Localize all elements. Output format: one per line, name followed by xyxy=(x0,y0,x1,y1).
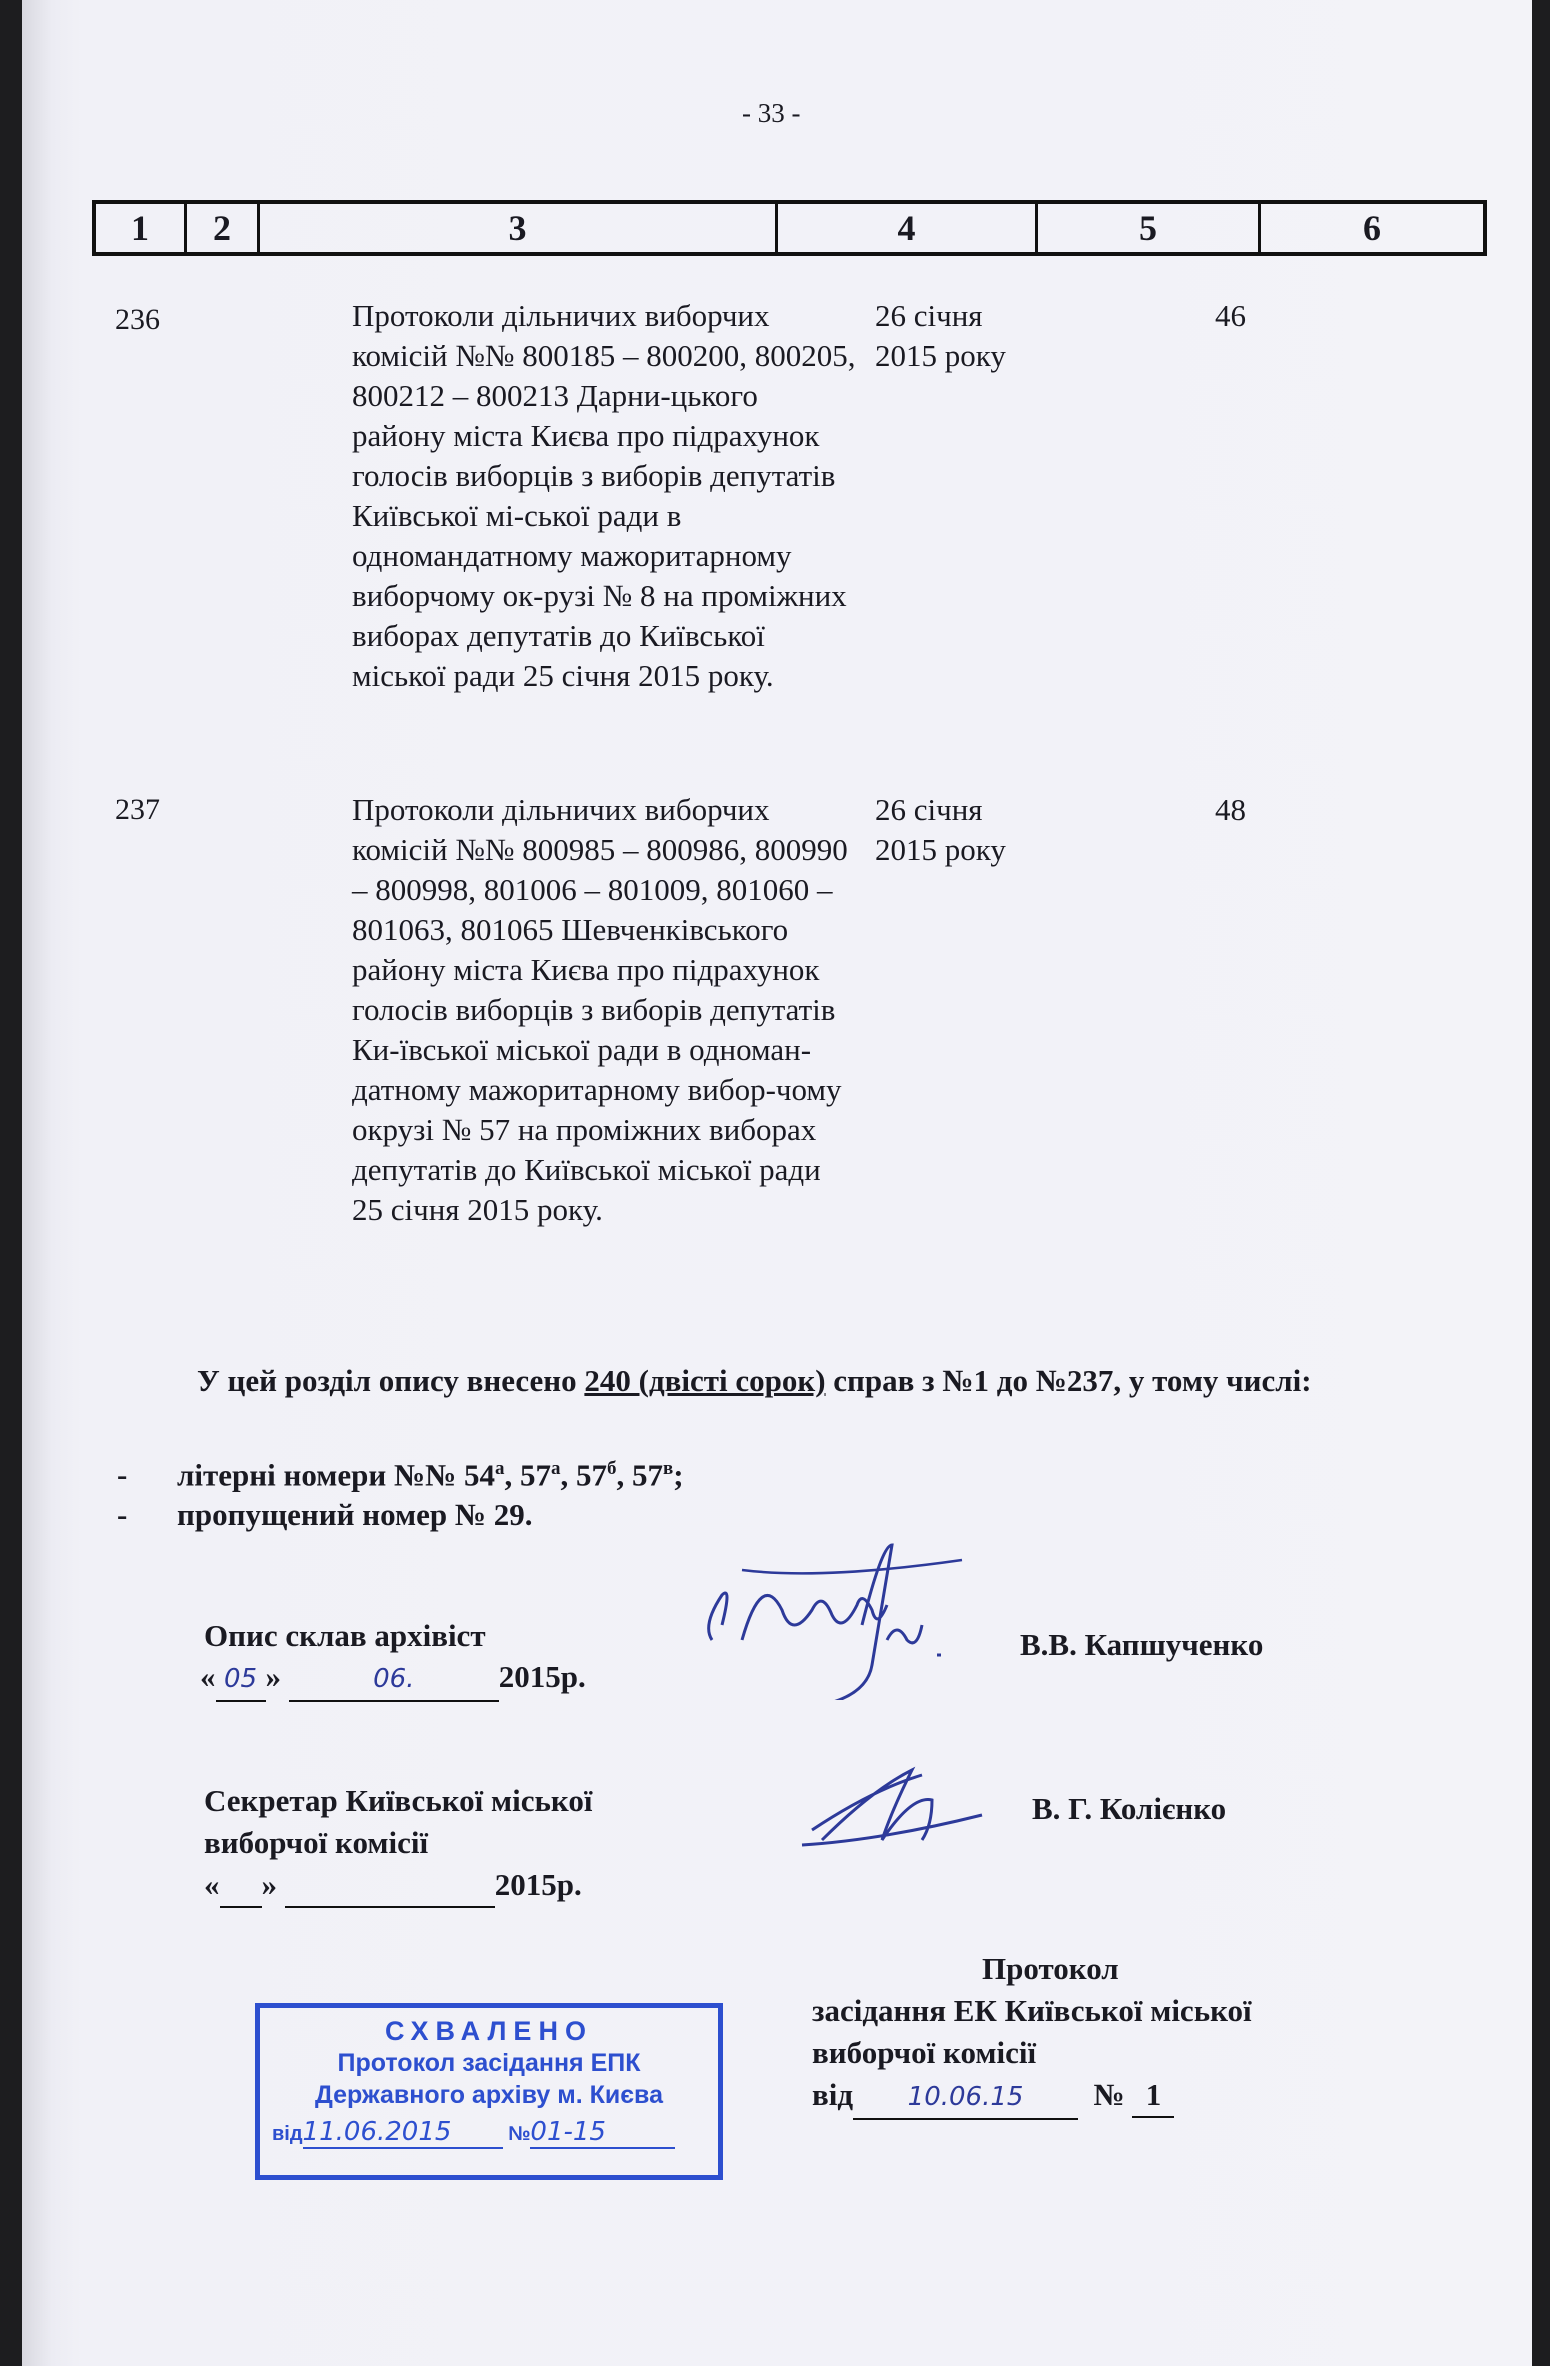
document-page xyxy=(22,0,1532,2366)
literal-numbers-item: - літерні номери №№ $54^а$, $57^а$, $57^б$, $57^в$; xyxy=(117,1448,684,1496)
compiler-date: « 05 » 06. 2015р. xyxy=(200,1656,586,1702)
column-header-4: 4 xyxy=(777,202,1037,254)
column-header-6: 6 xyxy=(1260,202,1486,254)
secretary-title-line2: виборчої комісії xyxy=(204,1825,429,1860)
compiler-title: Опис склав архівіст xyxy=(204,1618,486,1653)
approval-stamp xyxy=(255,2003,723,2180)
entry-date xyxy=(875,296,1006,376)
bullet-dash: - xyxy=(117,1497,128,1532)
entry-date xyxy=(875,790,1006,870)
stamp-title: СХВАЛЕНО xyxy=(385,2016,593,2046)
summary-suffix: справ з №1 до №237, у тому числі: xyxy=(833,1363,1312,1398)
stamp-date-row xyxy=(260,2117,718,2149)
secretary-block xyxy=(204,1780,592,1908)
compiler-month: 06. xyxy=(289,1658,499,1702)
column-header-2: 2 xyxy=(186,202,259,254)
protocol-line3: виборчої комісії xyxy=(812,2035,1037,2070)
missing-number-item xyxy=(117,1494,533,1536)
protocol-number-label: № xyxy=(1093,2077,1125,2112)
protocol-number: 1 xyxy=(1132,2074,1174,2118)
stamp-from-label: від xyxy=(272,2123,303,2145)
entry-date-year: 2015 року xyxy=(875,832,1006,867)
stamp-line2: Протокол засідання ЕПК xyxy=(337,2049,641,2077)
stamp-number: 01-15 xyxy=(530,2117,675,2149)
literal-sup: а xyxy=(551,1458,561,1479)
literal-sup: б xyxy=(607,1458,617,1479)
summary-count: 240 (двісті сорок) xyxy=(584,1363,826,1398)
secretary-title-line1: Секретар Київської міської xyxy=(204,1783,593,1818)
compiler-block xyxy=(204,1615,486,1657)
protocol-from-label: від xyxy=(812,2077,854,2112)
column-header-1: 1 xyxy=(94,202,186,254)
missing-number-text: пропущений номер № 29. xyxy=(177,1497,533,1532)
literal-sup: в xyxy=(663,1458,674,1479)
stamp-line3: Державного архіву м. Києва xyxy=(315,2081,663,2109)
secretary-year: 2015р. xyxy=(494,1867,582,1902)
protocol-date: 10.06.15 xyxy=(853,2076,1078,2120)
protocol-block xyxy=(812,1990,1252,2120)
literal-number: 57 xyxy=(576,1457,608,1493)
literal-number: 57 xyxy=(632,1457,664,1493)
entry-sheets: 46 xyxy=(1215,298,1246,333)
entry-date-day: 26 січня xyxy=(875,792,983,827)
protocol-date-row xyxy=(812,2074,1252,2120)
secretary-name: В. Г. Колієнко xyxy=(1032,1791,1227,1826)
literal-label: літерні номери №№ 54 xyxy=(177,1457,496,1493)
entry-number: 237 xyxy=(115,793,160,826)
bullet-dash: - xyxy=(117,1457,128,1493)
literal-sup: а xyxy=(495,1458,505,1479)
compiler-name: В.В. Капшученко xyxy=(1020,1627,1264,1662)
stamp-number-label: № xyxy=(508,2123,531,2145)
compiler-year: 2015р. xyxy=(498,1659,586,1694)
column-header-5: 5 xyxy=(1037,202,1260,254)
compiler-signature xyxy=(682,1530,982,1700)
entry-description: Протоколи дільничих виборчих комісій №№ 800985 – 800986, 800990 – 800998, 801006 – 801009, 801060 – 801063, 801065 Шевченківського району міста Києва про підрахунок голосів виборців з виборів депутатів Ки-ївської міської ради в одноман-датному мажоритарному вибор-чому окрузі № 57 на проміжних виборах депутатів до Київської міської ради 25 січня 2015 року. xyxy=(352,792,848,1227)
entry-sheets: 48 xyxy=(1215,792,1246,827)
stamp-date: 11.06.2015 xyxy=(303,2117,503,2149)
page-number: - 33 - xyxy=(742,98,801,128)
summary-paragraph xyxy=(112,1360,1492,1402)
literal-number: 57 xyxy=(520,1457,552,1493)
secretary-signature xyxy=(792,1750,992,1860)
entry-number: 236 xyxy=(115,303,160,336)
entry-date-day: 26 січня xyxy=(875,298,983,333)
protocol-title: Протокол xyxy=(982,1951,1119,1986)
column-header-3: 3 xyxy=(259,202,777,254)
secretary-date: « » 2015р. xyxy=(204,1864,592,1908)
protocol-line2: засідання ЕК Київської міської xyxy=(812,1993,1252,2028)
column-header-table xyxy=(92,200,1487,256)
entry-date-year: 2015 року xyxy=(875,338,1006,373)
summary-prefix: У цей розділ опису внесено xyxy=(197,1363,577,1398)
compiler-day: 05 xyxy=(216,1658,266,1702)
entry-description: Протоколи дільничих виборчих комісій №№ 800185 – 800200, 800205, 800212 – 800213 Дарни-цького району міста Києва про підрахунок голосів виборців з виборів депутатів Київської мі-ської ради в одномандатному мажоритарному виборчому ок-рузі № 8 на проміжних виборах депутатів до Київської міської ради 25 січня 2015 року. xyxy=(352,298,856,693)
